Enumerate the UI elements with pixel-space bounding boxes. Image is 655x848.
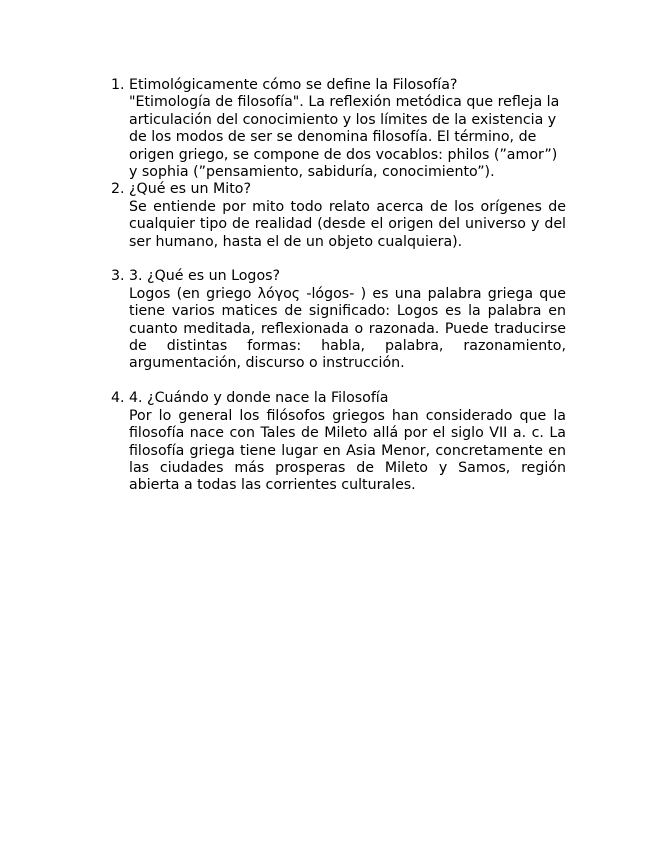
item-number: 4.: [111, 390, 125, 407]
answer-text: Se entiende por mito todo relato acerca de los orígenes de cualquier tipo de realidad (desde el origen del universo y del ser humano, hasta el de un objeto cualquiera).: [129, 198, 566, 250]
list-item: [111, 390, 566, 494]
question-text: 3. ¿Qué es un Logos?: [129, 268, 281, 285]
item-number: 3.: [111, 268, 125, 285]
answer-text: Logos (en griego λόγος -lógos- ) es una palabra griega que tiene varios matices de significado: Logos es la palabra en cuanto meditada, reflexionada o razonada. Puede traducirse de distintas formas: habla, palabra, razonamiento, argumentación, discurso o instrucción.: [129, 285, 566, 372]
question-text: Etimológicamente cómo se define la Filosofía?: [129, 77, 458, 93]
answer-text: Por lo general los filósofos griegos han considerado que la filosofía nace con Tales de Mileto allá por el siglo VII a. c. La filosofía griega tiene lugar en Asia Menor, concretamente en las ciudades más prosperas de Mileto y Samos, región abierta a todas las corrientes culturales.: [129, 407, 566, 494]
item-number: 1.: [111, 77, 125, 93]
item-number: 2.: [111, 181, 125, 198]
document-body: [111, 77, 566, 495]
answer-text: "Etimología de filosofía". La reflexión metódica que refleja la articulación del conocimiento y los límites de la existencia y de los modos de ser se denomina filosofía. El término, de origen griego, se compone de dos vocablos: philos (”amor”) y sophia (”pensamiento, sabiduría, conocimiento”).: [129, 94, 560, 181]
question-text: 4. ¿Cuándo y donde nace la Filosofía: [129, 390, 389, 407]
list-item: [111, 268, 566, 372]
list-item: [111, 181, 566, 251]
question-text: ¿Qué es un Mito?: [129, 181, 252, 198]
list-item: [111, 77, 566, 181]
